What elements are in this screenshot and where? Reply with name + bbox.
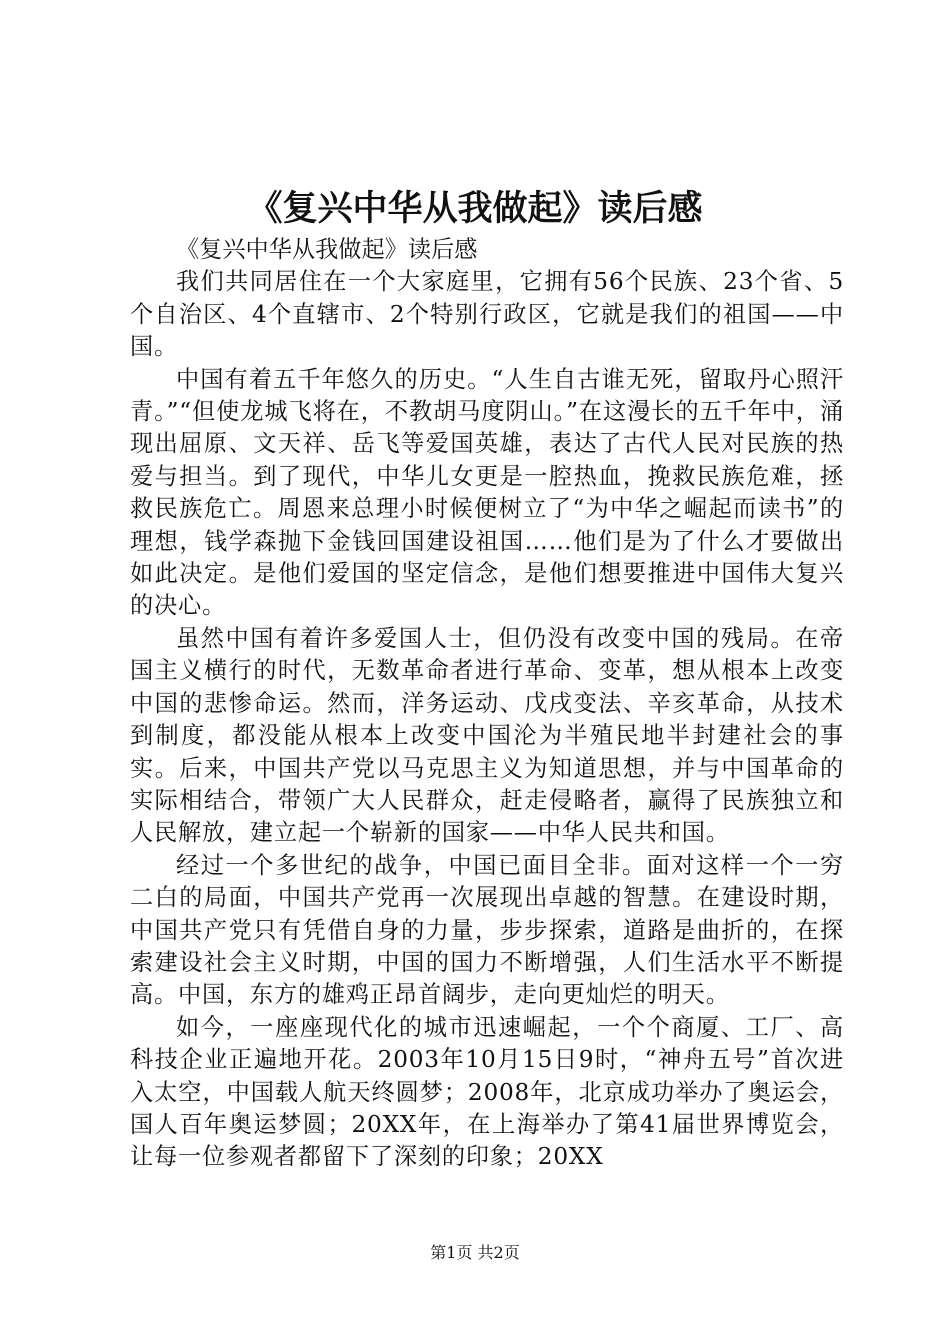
document-body xyxy=(130,234,844,1174)
paragraph: 经过一个多世纪的战争，中国已面目全非。面对这样一个一穷二白的局面，中国共产党再一次展现出卓越的智慧。在建设时期，中国共产党只有凭借自身的力量，步步探索，道路是曲折的，在探索建设社会主义时期，中国的国力不断增强，人们生活水平不断提高。中国，东方的雄鸡正昂首阔步，走向更灿烂的明天。 xyxy=(130,851,844,1009)
paragraph: 如今，一座座现代化的城市迅速崛起，一个个商厦、工厂、高科技企业正遍地开花。2003年10月15日9时，“神舟五号”首次进入太空，中国载人航天终圆梦；2008年，北京成功举办了奥运会，国人百年奥运梦圆；20XX年，在上海举办了第41届世界博览会，让每一位参观者都留下了深刻的印象；20XX xyxy=(130,1013,844,1171)
document-subtitle: 《复兴中华从我做起》读后感 xyxy=(176,236,478,263)
page-footer: 第1页 共2页 xyxy=(430,1243,520,1262)
paragraph: 虽然中国有着许多爱国人士，但仍没有改变中国的残局。在帝国主义横行的时代，无数革命者进行革命、变革，想从根本上改变中国的悲惨命运。然而，洋务运动、戊戌变法、辛亥革命，从技术到制度，都没能从根本上改变中国沦为半殖民地半封建社会的事实。后来，中国共产党以马克思主义为知道思想，并与中国革命的实际相结合，带领广大人民群众，赶走侵略者，赢得了民族独立和人民解放，建立起一个崭新的国家——中华人民共和国。 xyxy=(130,624,844,847)
paragraph: 中国有着五千年悠久的历史。“人生自古谁无死，留取丹心照汗青。”“但使龙城飞将在，不教胡马度阴山。”在这漫长的五千年中，涌现出屈原、文天祥、岳飞等爱国英雄，表达了古代人民对民族的热爱与担当。到了现代，中华儿女更是一腔热血，挽救民族危难，拯救民族危亡。周恩来总理小时候便树立了“为中华之崛起而读书”的理想，钱学森抛下金钱回国建设祖国……他们是为了什么才要做出如此决定。是他们爱国的坚定信念，是他们想要推进中国伟大复兴的决心。 xyxy=(130,365,844,620)
document-title: 《复兴中华从我做起》读后感 xyxy=(247,188,703,229)
paragraph: 我们共同居住在一个大家庭里，它拥有56个民族、23个省、5个自治区、4个直辖市、2个特别行政区，它就是我们的祖国——中国。 xyxy=(130,268,844,361)
